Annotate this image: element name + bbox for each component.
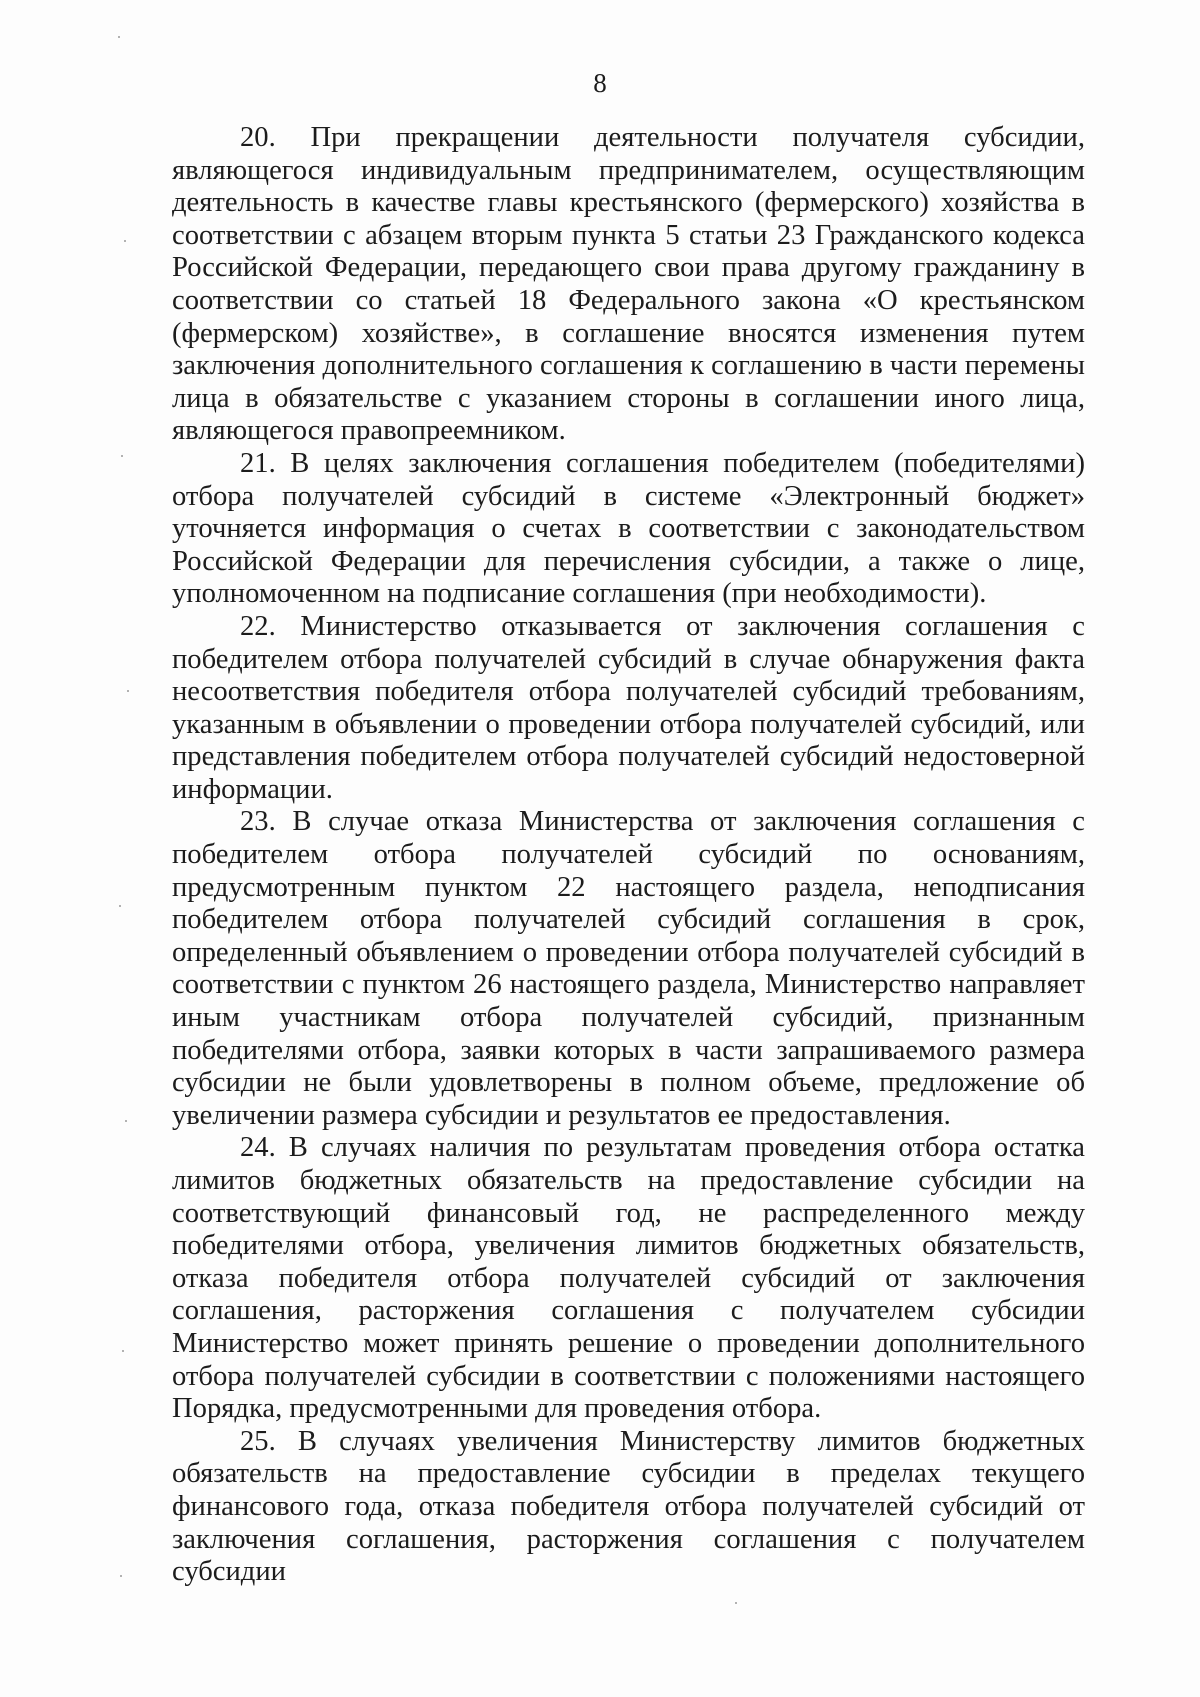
paragraph-21: 21. В целях заключения соглашения победителем (победителями) отбора получателей субсидий в системе «Электронный бюджет» уточняется информация о счетах в соответствии с законодательством Российской Федерации для перечисления субсидии, а также о лице, уполномоченном на подписание соглашения (при необходимости). (172, 447, 1085, 610)
paragraph-25: 25. В случаях увеличения Министерству лимитов бюджетных обязательств на предоставление субсидии в пределах текущего финансового года, отказа победителя отбора получателей субсидий от заключения соглашения, расторжения соглашения с получателем субсидии (172, 1425, 1085, 1588)
scan-speck (124, 240, 126, 242)
paragraph-22: 22. Министерство отказывается от заключения соглашения с победителем отбора получателей субсидий в случае обнаружения факта несоответствия победителя отбора получателей субсидий требованиям, указанным в объявлении о проведении отбора получателей субсидий, или представления победителем отбора получателей субсидий недостоверной информации. (172, 610, 1085, 805)
scan-speck (121, 455, 123, 457)
scan-speck (118, 36, 120, 38)
paragraph-24: 24. В случаях наличия по результатам проведения отбора остатка лимитов бюджетных обязательств на предоставление субсидии на соответствующий финансовый год, не распределенного между победителями отбора, увеличения лимитов бюджетных обязательств, отказа победителя отбора получателей субсидий от заключения соглашения, расторжения соглашения с получателем субсидии Министерство может принять решение о проведении дополнительного отбора получателей субсидии в соответствии с положениями настоящего Порядка, предусмотренными для проведения отбора. (172, 1132, 1085, 1425)
document-body (172, 122, 1085, 1589)
paragraph-23: 23. В случае отказа Министерства от заключения соглашения с победителем отбора получателей субсидий по основаниям, предусмотренным пунктом 22 настоящего раздела, неподписания победителем отбора получателей субсидий соглашения в срок, определенный объявлением о проведении отбора получателей субсидий в соответствии с пунктом 26 настоящего раздела, Министерство направляет иным участникам отбора получателей субсидий, признанным победителями отбора, заявки которых в части запрашиваемого размера субсидии не были удовлетворены в полном объеме, предложение об увеличении размера субсидии и результатов ее предоставления. (172, 806, 1085, 1131)
scan-speck (119, 905, 121, 907)
scan-speck (125, 1120, 127, 1122)
page-number: 8 (593, 68, 607, 98)
scan-speck (735, 1602, 737, 1604)
scan-speck (127, 690, 129, 692)
scan-speck (120, 1575, 122, 1577)
scan-speck (122, 1350, 124, 1352)
paragraph-20: 20. При прекращении деятельности получателя субсидии, являющегося индивидуальным предпринимателем, осуществляющим деятельность в качестве главы крестьянского (фермерского) хозяйства в соответствии с абзацем вторым пункта 5 статьи 23 Гражданского кодекса Российской Федерации, передающего свои права другому гражданину в соответствии со статьей 18 Федерального закона «О крестьянском (фермерском) хозяйстве», в соглашение вносятся изменения путем заключения дополнительного соглашения к соглашению в части перемены лица в обязательстве с указанием стороны в соглашении иного лица, являющегося правопреемником. (172, 122, 1085, 447)
